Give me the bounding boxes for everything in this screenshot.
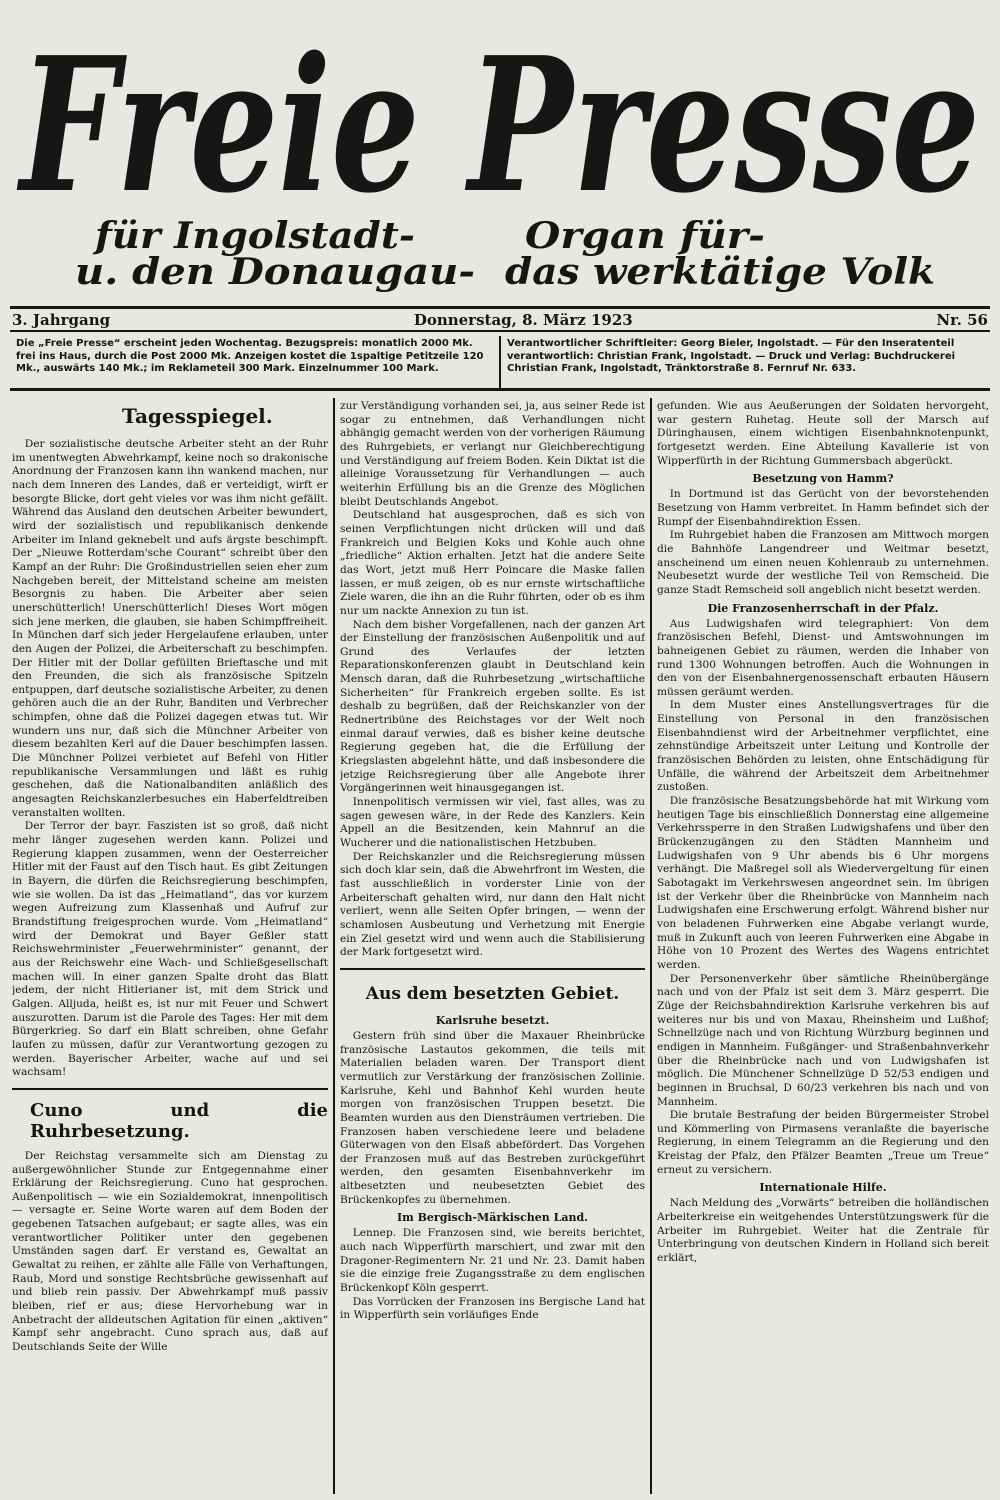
editor-info: Verantwortlicher Schriftleiter: Georg Bieler, Ingolstadt. — Für den Inseratenteil verantwortlich: Christian Frank, Ingolstadt. — Druck und Verlag: Buchdruckerei Christian Frank, Ingolstadt, Tränktorstraße 8. Fernruf Nr. 633. (499, 336, 990, 388)
article-paragraph: Nach Meldung des „Vorwärts“ betreiben die holländischen Arbeiterkreise ein weitgehendes Unterstützungswerk für die Arbeiter im Ruhrgebiet. Weiter hat die Zentrale für Unterbringung von deutschen Kindern in Holland sich bereit erklärt, (657, 1197, 989, 1265)
issue-number: Nr. 56 (936, 310, 988, 329)
subscription-info: Die „Freie Presse“ erscheint jeden Wochentag. Bezugspreis: monatlich 2000 Mk. frei ins Haus, durch die Post 2000 Mk. Anzeigen kostet die 1spaltige Petitzeile 120 Mk., auswärts 140 Mk.; im Reklameteil 300 Mark. Einzelnummer 100 Mark. (16, 338, 484, 374)
article-paragraph: Das Vorrücken der Franzosen ins Bergische Land hat in Wipperfürth sein vorläufiges Ende (340, 1295, 645, 1322)
issue-date: Donnerstag, 8. März 1923 (413, 310, 633, 329)
headline-tagesspiegel: Tagesspiegel. (122, 404, 273, 428)
column-1 (12, 400, 328, 1494)
article-paragraph: Der Personenverkehr über sämtliche Rheinübergänge nach und von der Pfalz ist seit dem 3. März gesperrt. Die Züge der Reichsbahndirektion Karlsruhe verkehren bis auf weiteres nur bis und von Maxau, Rheinsheim und Lußhof; Schnellzüge nach und von Richtung Würzburg beginnen und endigen in Mannheim. Fußgänger- und Straßenbahnverkehr über die Rheinbrücke nach und von Ludwigshafen ist möglich. Die Münchener Schnellzüge D 52/53 endigen und beginnen in Bruchsal, D 60/23 verkehren bis nach und von Mannheim. (657, 972, 989, 1108)
masthead-sub-right-1: Organ für- (525, 215, 765, 257)
article-paragraph: Lennep. Die Franzosen sind, wie bereits berichtet, auch nach Wipperfürth marschiert, und zwar mit den Dragoner-Regimentern Nr. 21 und Nr. 23. Damit haben sie die einzige freie Zugangsstraße zu dem englischen Brückenkopf Köln gesperrt. (340, 1227, 645, 1295)
article-paragraph: In Dortmund ist das Gerücht von der bevorstehenden Besetzung von Hamm verbreitet. In Hamm befindet sich der Rumpf der Eisenbahndirektion Essen. (657, 488, 989, 528)
column-2 (340, 400, 645, 1494)
headline-cuno: Cuno und die Ruhrbesetzung. (30, 1099, 328, 1142)
masthead-sub-left-2: u. den Donaugau- (75, 251, 476, 293)
article-paragraph: Deutschland hat ausgesprochen, daß es sich von seinen Verpflichtungen nicht drücken will und daß Frankreich und Belgien Koks und Kohle auch ohne „friedliche“ Aktion erhalten. Jetzt hat die andere Seite das Wort, jetzt muß Herr Poincare die Maske fallen lassen, er muß zeigen, ob es nur ernste wirtschaftliche Ziele waren, die ihn an die Ruhr führten, oder ob es ihm nur um nackte Annexion zu tun ist. (340, 509, 645, 617)
article-paragraph: Aus Ludwigshafen wird telegraphiert: Von dem französischen Befehl, Dienst- und Amtswohnungen im bahneigenen Gebiet zu räumen, werden die Inhaber von rund 1300 Wohnungen betroffen. Auch die Wohnungen in den von der Eisenbahnergenossenschaft erbauten Häusern müssen geräumt werden. (657, 617, 989, 698)
section-divider (12, 1088, 328, 1090)
column-rule (650, 398, 652, 1494)
volume-label: 3. Jahrgang (12, 310, 111, 329)
subheadline-bergisch: Im Bergisch-Märkischen Land. (396, 1211, 589, 1225)
article-paragraph: In dem Muster eines Anstellungsvertrages für die Einstellung von Personal in den französischen Eisenbahndienst wird der Arbeitnehmer verpflichtet, eine zehnstündige Arbeitszeit unter Leitung und Kontrolle der französischen Behörden zu leisten, ohne Entschädigung für Unfälle, die während der Arbeitszeit dem Arbeitnehmer zustoßen. (657, 699, 989, 794)
article-paragraph: Die brutale Bestrafung der beiden Bürgermeister Strobel und Kömmerling von Pirmasens veranlaßte die bayerische Regierung, in einem Telegramm an die Regierung und den Kreistag der Pfalz, den Pfälzer Beamten „Treue um Treue“ erneut zu versichern. (657, 1109, 989, 1176)
article-paragraph: Der Reichstag versammelte sich am Dienstag zu außergewöhnlicher Stunde zur Entgegennahme einer Erklärung der Reichsregierung. Cuno hat gesprochen. Außenpolitisch — wie ein Sozialdemokrat, innenpolitisch — versagte er. Seine Worte waren auf dem Boden der gegebenen Tatsachen aufgebaut; er sagte alles, was ein verantwortlicher Politiker unter den gegebenen Umständen sagen darf. Er verstand es, Gewaltat an Gewaltat zu reihen, er zählte alle Fälle von Verhaftungen, Raub, Mord und sonstige Rechtsbrüche gewissenhaft auf und blieb rein passiv. Der Abwehrkampf muß passiv bleiben, rief er aus; diese Hervorhebung war in Anbetracht der alldeutschen Agitation für einen „aktiven“ Kampf sehr angebracht. Cuno sprach aus, daß auf Deutschlands Seite der Wille (12, 1149, 328, 1354)
subheadline-karlsruhe: Karlsruhe besetzt. (435, 1013, 550, 1027)
article-paragraph: Der Terror der bayr. Faszisten ist so groß, daß nicht mehr länger zugesehen werden kann. Polizei und Regierung klappen zusammen, wenn der Oesterreicher Hitler mit der Faust auf den Tisch haut. Es gibt Zeitungen in Bayern, die dürfen die Reichsregierung beschimpfen, wie sie wollen. Da ist das „Heimatland“, das vor kurzem wegen Aufreizung zum Klassenhaß und Aufruf zur Brandstiftung freigesprochen wurde. Vom „Heimatland“ wird der Demokrat und Bayer Geßler statt Reichswehrminister „Feuerwehrminister“ genannt, der aus der Reichswehr eine Wach- und Schließgesellschaft machen will. In einer ganzen Spalte droht das Blatt jedem, der nicht Hitlerianer ist, mit dem Strick und Galgen. Alljuda, heißt es, ist nur mit Feuer und Schwert auszurotten. Darum ist die Parole des Tages: Her mit dem Bürgerkrieg. So darf ein Blatt schreiben, ohne Gefahr laufen zu müssen, dafür zur Verantwortung gezogen zu werden. Bayerischer Arbeiter, wache auf und sei wachsam! (12, 820, 328, 1079)
article-paragraph: Nach dem bisher Vorgefallenen, nach der ganzen Art der Einstellung der französischen Außenpolitik und auf Grund des Verlaufes der letzten Reparationskonferenzen glaubt in Deutschland kein Mensch daran, daß die Ruhrbesetzung „wirtschaftliche Sicherheiten“ für Frankreich ergeben sollte. Es ist deshalb zu begrüßen, daß der Reichskanzler von der Rednertribüne des Reichstages vor der Welt noch einmal darauf verwies, daß es bisher keine deutsche Regierung gegeben hat, die die Erfüllung der Kriegslasten abgelehnt hätte, und daß insbesondere die jetzige Reichsregierung über alle Angebote ihrer Vorgängerinnen weit hinausgegangen ist. (340, 618, 645, 795)
masthead (0, 0, 1000, 300)
article-paragraph: Gestern früh sind über die Maxauer Rheinbrücke französische Lastautos gekommen, die teils mit Materialien beladen waren. Der Transport dient vermutlich zur Verstärkung der französischen Zollinie. Karlsruhe, Kehl und Bahnhof Kehl wurden heute morgen von französischen Truppen besetzt. Die Beamten wurden aus den Diensträumen vertrieben. Die Franzosen haben verschiedene leere und beladene Güterwagen von den Elsaß abbefördert. Das Vorgehen der Franzosen muß auf das Bestreben zurückgeführt werden, den gesamten Eisenbahnverkehr im altbesetzten und neubesetzten Gebiet des Brückenkopfes zu übernehmen. (340, 1029, 645, 1206)
subheadline-pfalz: Die Franzosenherrschaft in der Pfalz. (707, 601, 939, 615)
column-3 (657, 400, 989, 1494)
subheadline-hilfe: Internationale Hilfe. (759, 1181, 887, 1195)
dateline-bar (10, 306, 990, 332)
article-paragraph: Innenpolitisch vermissen wir viel, fast alles, was zu sagen gewesen wäre, in der Rede des Kanzlers. Kein Appell an die Besitzenden, kein Mahnruf an die Wucherer und die nationalistischen Hetzbuben. (340, 796, 645, 849)
article-paragraph: gefunden. Wie aus Aeußerungen der Soldaten hervorgeht, war gestern Ruhetag. Heute soll der Marsch auf Düringhausen, einem wichtigen Eisenbahnknotenpunkt, fortgesetzt werden. Eine Abteilung Kavallerie ist von Wipperfürth in der Richtung Gummersbach abgerückt. (657, 400, 989, 467)
column-rule (333, 398, 335, 1494)
article-paragraph: zur Verständigung vorhanden sei, ja, aus seiner Rede ist sogar zu entnehmen, daß Verhandlungen nicht abhängig gemacht werden von der vorherigen Räumung des Ruhrgebiets, er verlangt nur Gleichberechtigung und Verständigung auf freiem Boden. Kein Diktat ist die alleinige Voraussetzung für Verhandlungen — auch weiterhin Erfüllung bis an die Grenze des Möglichen bleibt Deutschlands Angebot. (340, 400, 645, 508)
masthead-sub-right-2: das werktätige Volk (505, 251, 935, 293)
section-divider (340, 968, 645, 970)
article-paragraph: Der Reichskanzler und die Reichsregierung müssen sich doch klar sein, daß die Abwehrfront im Westen, die fast ausschließlich in vorderster Linie von der Arbeiterschaft gehalten wird, nur dann den Halt nicht verliert, wenn alle Seiten Opfer bringen, — wenn der schamlosen Ausbeutung und Verhetzung mit Energie ein Ziel gesetzt wird und wenn auch die Stabilisierung der Mark fortgesetzt wird. (340, 850, 645, 959)
headline-besetztes-gebiet: Aus dem besetzten Gebiet. (365, 983, 620, 1004)
article-paragraph: Im Ruhrgebiet haben die Franzosen am Mittwoch morgen die Bahnhöfe Langendreer und Weitmar besetzt, anscheinend um einen neuen Kohlenraub zu unternehmen. Neubesetzt wurde der westliche Teil von Remscheid. Die ganze Stadt Remscheid soll angeblich nicht besetzt werden. (657, 529, 989, 596)
masthead-title: Freie Presse (16, 16, 981, 234)
article-paragraph: Der sozialistische deutsche Arbeiter steht an der Ruhr im unentwegten Abwehrkampf, keine noch so drakonische Anordnung der Franzosen kann ihn wankend machen, nur nach dem Inneren des Landes, daß er verteidigt, wirft er besorgte Blicke, dort geht vieles vor was ihm nicht gefällt. Während das Ausland den deutschen Arbeiter bewundert, wird der sozialistisch und republikanisch denkende Arbeiter im Inland geknebelt und aufs ärgste beschimpft. Der „Nieuwe Rotterdam'sche Courant“ schreibt über den Kampf an der Ruhr: Die Großindustriellen seien eher zum Nachgeben bereit, der Mittelstand scheine am meisten Besorgnis zu haben. Die Arbeiter aber seien unerschütterlich! Unerschütterlich! Dieses Wort mögen sich jene merken, die glauben, sie haben Schimpffreiheit. In München darf sich jeder Hergelaufene erlauben, unter den Augen der Polizei, die Arbeiterschaft zu beschimpfen. Der Hitler mit der Dollar gefüllten Brieftasche und mit den Freunden, die sich als französische Spitzeln entpuppen, darf deutsche sozialistische Arbeiter, zu denen gehören auch die an der Ruhr, Banditen und Verbrecher schimpfen, ohne daß die Polizei dagegen etwas tut. Wir wundern uns nur, daß sich die Münchner Arbeiter von diesem bezahlten Kerl auf die Dauer beschimpfen lassen. Die Münchner Polizei verbietet auf Befehl von Hitler republikanische Versammlungen und läßt es ruhig geschehen, daß die Nationalbanditen anläßlich des angesagten Reichskanzlerbesuches ein Haberfeldtreiben veranstalten wollten. (12, 438, 328, 819)
masthead-sub-left-1: für Ingolstadt- (91, 215, 415, 257)
publisher-info (10, 336, 990, 391)
subheadline-hamm: Besetzung von Hamm? (752, 472, 894, 486)
masthead-logo (0, 0, 1000, 300)
article-paragraph: Die französische Besatzungsbehörde hat mit Wirkung vom heutigen Tage bis einschließlich Donnerstag eine allgemeine Verkehrssperre in den Straßen Ludwigshafens und über den Brückenzugängen zu den Städten Mannheim und Ludwigshafen von 9 Uhr abends bis 6 Uhr morgens verhängt. Die Maßregel soll als Wiedervergeltung für einen Sabotagakt im Verkehrswesen angeordnet sein. Im übrigen ist der Verkehr über die Rheinbrücke von Mannheim nach Ludwigshafen eine Erschwerung erfolgt. Während bisher nur von beladenen Fuhrwerken eine Abgabe verlangt wurde, muß in Zukunft auch von leeren Fuhrwerken eine Abgabe in Höhe von 10 Prozent des Wertes des Wagens entrichtet werden. (657, 795, 989, 971)
